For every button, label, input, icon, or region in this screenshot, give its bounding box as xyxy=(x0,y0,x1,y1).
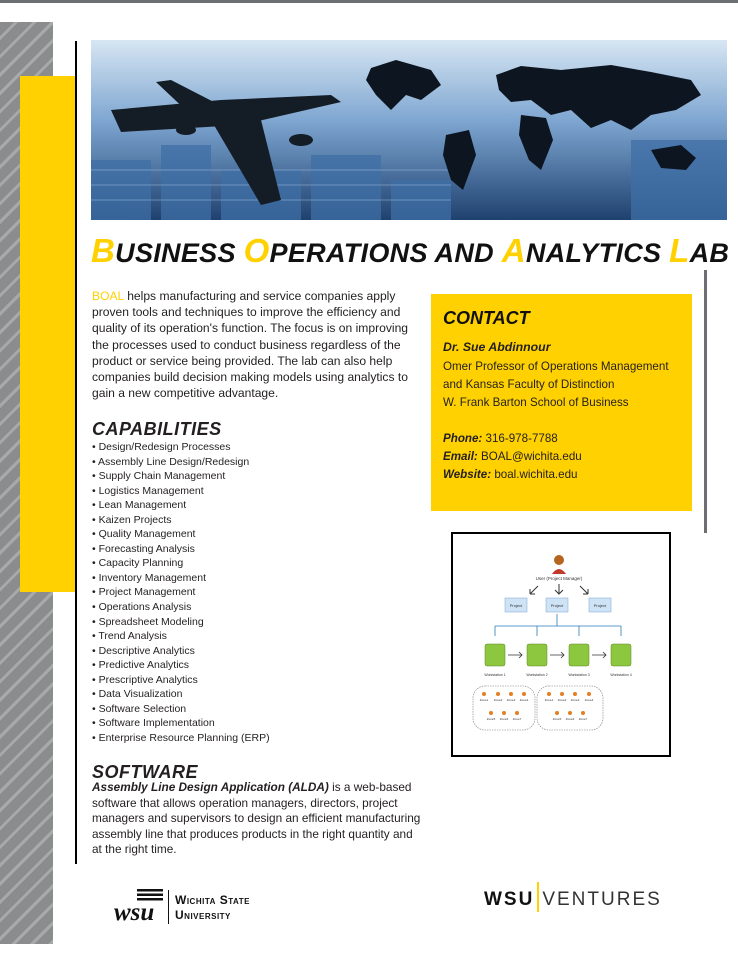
phone-value[interactable]: 316-978-7788 xyxy=(485,432,558,445)
title-initial: L xyxy=(669,232,690,269)
capability-item: • Kaizen Projects xyxy=(92,513,172,526)
capability-item: • Design/Redesign Processes xyxy=(92,441,231,453)
svg-text:Workstation 1: Workstation 1 xyxy=(484,673,506,677)
side-accent-bar xyxy=(20,76,75,592)
capability-item: • Project Management xyxy=(92,586,196,599)
contact-title-line: Omer Professor of Operations Management xyxy=(443,360,669,373)
capability-item: • Predictive Analytics xyxy=(92,659,190,672)
website-label: Website: xyxy=(443,468,492,481)
contact-website xyxy=(443,468,578,481)
university-name-line1: Wichita State xyxy=(175,893,250,907)
capabilities-list xyxy=(92,440,270,745)
svg-text:Zone2: Zone2 xyxy=(493,698,503,702)
contact-side-rule xyxy=(704,270,707,533)
title-word: USINESS xyxy=(115,238,244,268)
ventures-text: VENTURES xyxy=(542,889,662,911)
email-label: Email: xyxy=(443,450,478,463)
svg-text:Zone3: Zone3 xyxy=(506,698,516,702)
svg-text:Zone5: Zone5 xyxy=(552,717,562,721)
wichita-state-logo xyxy=(113,887,278,927)
capability-item: • Operations Analysis xyxy=(92,601,192,614)
capability-item: • Forecasting Analysis xyxy=(92,542,195,555)
contact-title-line: and Kansas Faculty of Distinction xyxy=(443,378,615,391)
capability-item: • Trend Analysis xyxy=(92,630,167,643)
user-icon xyxy=(552,555,566,574)
svg-text:Workstation 3: Workstation 3 xyxy=(568,673,590,677)
zone-group xyxy=(473,686,535,730)
software-heading: SOFTWARE xyxy=(92,762,198,782)
software-product-name: Assembly Line Design Application (ALDA) xyxy=(92,780,329,794)
capabilities-heading: CAPABILITIES xyxy=(92,419,222,439)
contact-title-line: W. Frank Barton School of Business xyxy=(443,396,629,409)
capability-item: • Data Visualization xyxy=(92,688,183,701)
top-rule xyxy=(0,0,738,3)
capability-item: • Descriptive Analytics xyxy=(92,644,195,657)
capability-item: • Inventory Management xyxy=(92,571,206,584)
title-initial: O xyxy=(243,232,270,269)
title-initial: B xyxy=(91,232,116,269)
university-name-line2: University xyxy=(175,908,231,922)
capability-item: • Software Selection xyxy=(92,702,187,715)
diagram-user-label: User (Project Manager) xyxy=(535,576,583,581)
capability-item: • Logistics Management xyxy=(92,484,204,497)
phone-label: Phone: xyxy=(443,432,483,445)
contact-box xyxy=(431,294,692,511)
svg-text:Zone6: Zone6 xyxy=(499,717,509,721)
ventures-divider xyxy=(537,882,539,912)
intro-text: helps manufacturing and service companies apply proven tools and techniques to improve the efficiency and quality of its operation's function. The focus is on improving the processes used to conduct business regardless of the product or service being provided. The lab can also help companies build decision making models using analytics to gain a new competitive advantage. xyxy=(92,289,409,401)
capability-item: • Enterprise Resource Planning (ERP) xyxy=(92,731,270,744)
contact-heading: CONTACT xyxy=(443,308,530,328)
software-paragraph xyxy=(92,780,422,858)
contact-name: Dr. Sue Abdinnour xyxy=(443,340,551,354)
capability-item: • Capacity Planning xyxy=(92,557,184,570)
svg-text:Zone4: Zone4 xyxy=(519,698,529,702)
svg-text:Zone7: Zone7 xyxy=(578,717,588,721)
svg-text:Project: Project xyxy=(550,603,564,608)
svg-text:Zone7: Zone7 xyxy=(512,717,522,721)
boal-acronym: BOAL xyxy=(92,289,124,303)
contact-phone xyxy=(443,432,558,445)
contact-email xyxy=(443,450,582,463)
capability-item: • Spreadsheet Modeling xyxy=(92,615,204,628)
workflow-diagram xyxy=(451,532,671,757)
wsu-wordmark: wsu xyxy=(114,899,155,926)
capability-item: • Prescriptive Analytics xyxy=(92,673,198,686)
zone-group xyxy=(537,686,603,730)
wsu-ventures-logo xyxy=(484,885,662,915)
svg-text:Zone5: Zone5 xyxy=(486,717,496,721)
hero-image xyxy=(91,40,727,220)
svg-text:Project: Project xyxy=(593,603,607,608)
vertical-rule xyxy=(75,41,77,864)
title-word: AB xyxy=(689,238,730,268)
svg-text:Zone1: Zone1 xyxy=(479,698,489,702)
down-arrow-icon xyxy=(530,584,588,594)
svg-text:Project: Project xyxy=(509,603,523,608)
svg-text:Workstation 2: Workstation 2 xyxy=(526,673,548,677)
capability-item: • Supply Chain Management xyxy=(92,470,226,483)
page-title xyxy=(91,232,731,270)
svg-text:Zone1: Zone1 xyxy=(544,698,554,702)
svg-text:Workstation 4: Workstation 4 xyxy=(610,673,632,677)
capability-item: • Software Implementation xyxy=(92,717,215,730)
zone-person-icon xyxy=(479,692,591,715)
capability-item: • Lean Management xyxy=(92,499,187,512)
capability-item: • Quality Management xyxy=(92,528,196,541)
svg-text:Zone3: Zone3 xyxy=(570,698,580,702)
svg-text:Zone6: Zone6 xyxy=(565,717,575,721)
software-text: is a web-based software that allows operation managers, directors, project managers and supervisors to design an efficient manufacturing assembly line that produces products in the right quantity and at the right time. xyxy=(92,780,421,857)
svg-text:Zone2: Zone2 xyxy=(557,698,567,702)
capability-item: • Assembly Line Design/Redesign xyxy=(92,455,250,468)
title-word: PERATIONS AND xyxy=(269,238,502,268)
ventures-wsu-text: WSU xyxy=(484,889,535,911)
svg-text:Zone4: Zone4 xyxy=(584,698,594,702)
title-initial: A xyxy=(501,232,526,269)
email-link[interactable]: BOAL@wichita.edu xyxy=(481,450,582,463)
intro-paragraph xyxy=(92,288,424,401)
website-link[interactable]: boal.wichita.edu xyxy=(494,468,578,481)
title-word: NALYTICS xyxy=(525,238,670,268)
